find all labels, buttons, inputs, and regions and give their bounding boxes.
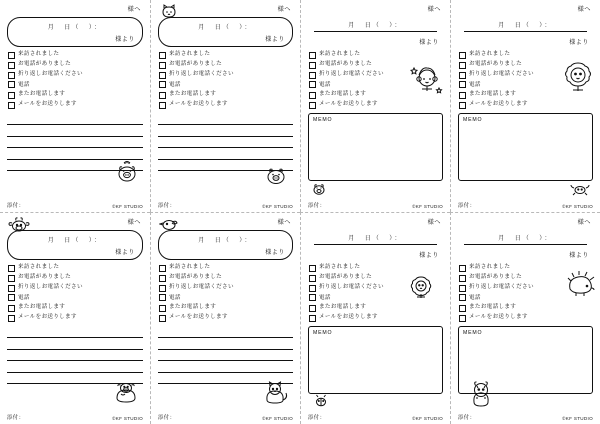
check-item	[8, 263, 143, 273]
checkbox[interactable]	[159, 92, 166, 99]
checkbox[interactable]	[309, 294, 316, 301]
check-label: 来訪されました	[319, 51, 361, 57]
checkbox[interactable]	[159, 285, 166, 292]
check-item	[459, 273, 593, 283]
checkbox[interactable]	[159, 72, 166, 79]
checkbox[interactable]	[459, 81, 466, 88]
checklist	[309, 263, 443, 323]
check-item	[159, 50, 293, 60]
check-label: またお電話します	[18, 303, 66, 310]
memo-card-3	[300, 0, 450, 212]
check-item	[8, 81, 143, 90]
memo-label: MEMO	[313, 329, 333, 336]
check-item	[8, 50, 143, 60]
check-item	[459, 90, 593, 100]
checklist	[8, 263, 143, 323]
checkbox[interactable]	[309, 62, 316, 69]
check-item	[8, 294, 143, 303]
card-footer	[158, 201, 293, 209]
check-label: 電話	[18, 81, 30, 88]
check-label: 折り返しお電話ください	[18, 71, 83, 78]
check-item	[309, 100, 443, 110]
check-label: 折り返しお電話ください	[319, 284, 384, 291]
checkbox[interactable]	[8, 52, 15, 59]
memo-area[interactable]	[308, 113, 443, 181]
check-item	[8, 303, 143, 313]
attach-label: 添付：	[158, 415, 176, 421]
check-label: 電話	[319, 81, 331, 88]
checkbox[interactable]	[159, 294, 166, 301]
check-item	[309, 283, 443, 293]
check-label: メールをお送りします	[319, 313, 378, 320]
check-label: お電話がありました	[169, 274, 223, 281]
credit-label: ©KF STUDIO	[412, 204, 443, 209]
check-item	[159, 294, 293, 303]
check-label: お電話がありました	[469, 61, 523, 68]
check-item	[159, 303, 293, 313]
card-footer	[458, 201, 593, 209]
check-label: またお電話します	[169, 90, 217, 97]
from-label: 様より	[419, 253, 439, 259]
checkbox[interactable]	[159, 275, 166, 282]
check-label: 電話	[319, 294, 331, 301]
check-item	[159, 100, 293, 110]
check-item	[159, 81, 293, 90]
checkbox[interactable]	[459, 265, 466, 272]
check-label: 電話	[18, 294, 30, 301]
check-item	[8, 60, 143, 70]
memo-card-2	[150, 0, 300, 212]
check-label: メールをお送りします	[18, 313, 77, 320]
date-box	[158, 230, 293, 260]
date-line[interactable]: 月 日（ ）：	[314, 233, 437, 245]
check-item	[8, 313, 143, 323]
to-label: 様へ	[277, 219, 291, 226]
check-item	[309, 263, 443, 273]
check-label: 来訪されました	[18, 264, 60, 270]
check-label: 折り返しお電話ください	[319, 71, 384, 78]
to-label: 様へ	[277, 6, 291, 13]
check-label: 電話	[169, 81, 181, 88]
attach-label: 添付：	[458, 203, 476, 209]
checkbox[interactable]	[8, 275, 15, 282]
date-line[interactable]: 月 日（ ）：	[464, 233, 587, 245]
crab-icon	[570, 182, 590, 196]
card-footer	[308, 413, 443, 421]
memo-card-8	[450, 212, 600, 424]
check-label: 電話	[169, 294, 181, 301]
memo-card-5	[0, 212, 150, 424]
checkbox[interactable]	[309, 275, 316, 282]
check-label: お電話がありました	[469, 274, 523, 281]
credit-label: ©KF STUDIO	[112, 204, 143, 209]
check-label: メールをお送りします	[319, 100, 378, 107]
check-item	[459, 60, 593, 70]
check-label: 来訪されました	[319, 264, 361, 270]
note-area[interactable]	[7, 114, 143, 166]
date-line[interactable]: 月 日（ ）：	[198, 238, 253, 244]
check-label: メールをお送りします	[169, 100, 228, 107]
check-label: メールをお送りします	[18, 100, 77, 107]
check-item	[309, 294, 443, 303]
checkbox[interactable]	[309, 52, 316, 59]
date-box	[458, 17, 593, 47]
check-label: 電話	[469, 294, 481, 301]
check-label: お電話がありました	[169, 61, 223, 68]
checklist	[309, 50, 443, 110]
check-item	[159, 273, 293, 283]
checkbox[interactable]	[309, 315, 316, 322]
to-label: 様へ	[427, 219, 441, 226]
note-area[interactable]	[7, 327, 143, 379]
checkbox[interactable]	[159, 62, 166, 69]
checkbox[interactable]	[309, 265, 316, 272]
date-line[interactable]: 月 日（ ）：	[47, 25, 103, 31]
check-item	[459, 81, 593, 90]
to-label: 様へ	[577, 6, 591, 13]
check-label: お電話がありました	[319, 274, 373, 281]
checkbox[interactable]	[459, 62, 466, 69]
to-label: 様へ	[577, 219, 591, 226]
check-label: 折り返しお電話ください	[169, 284, 234, 291]
check-item	[309, 303, 443, 313]
card-footer	[158, 413, 293, 421]
memo-label: MEMO	[463, 329, 483, 336]
credit-label: ©KF STUDIO	[262, 204, 293, 209]
check-label: 来訪されました	[469, 51, 511, 57]
memo-label: MEMO	[463, 116, 483, 123]
checkbox[interactable]	[159, 81, 166, 88]
date-line[interactable]: 月 日（ ）：	[198, 25, 253, 31]
from-label: 様より	[569, 253, 589, 259]
checkbox[interactable]	[8, 265, 15, 272]
check-item	[309, 81, 443, 90]
checkbox[interactable]	[8, 305, 15, 312]
attach-label: 添付：	[308, 415, 326, 421]
from-label: 様より	[419, 40, 439, 46]
checkbox[interactable]	[8, 62, 15, 69]
checkbox[interactable]	[309, 72, 316, 79]
credit-label: ©KF STUDIO	[562, 204, 593, 209]
to-label: 様へ	[127, 6, 141, 13]
to-label: 様へ	[127, 219, 141, 226]
checklist	[159, 50, 293, 110]
memo-area[interactable]	[308, 326, 443, 394]
checkbox[interactable]	[459, 52, 466, 59]
attach-label: 添付：	[458, 415, 476, 421]
memo-label: MEMO	[313, 116, 333, 123]
checkbox[interactable]	[8, 102, 15, 109]
checkbox[interactable]	[459, 102, 466, 109]
checkbox[interactable]	[459, 294, 466, 301]
checklist	[459, 263, 593, 323]
check-item	[459, 294, 593, 303]
card-footer	[308, 201, 443, 209]
memo-card-1	[0, 0, 150, 212]
card-footer	[7, 201, 143, 209]
check-label: またお電話します	[319, 303, 367, 310]
attach-label: 添付：	[7, 203, 25, 209]
check-item	[8, 70, 143, 80]
credit-label: ©KF STUDIO	[412, 416, 443, 421]
checkbox[interactable]	[159, 265, 166, 272]
check-item	[309, 60, 443, 70]
checklist	[159, 263, 293, 323]
checkbox[interactable]	[159, 305, 166, 312]
check-label: 電話	[469, 81, 481, 88]
check-item	[459, 50, 593, 60]
check-item	[159, 313, 293, 323]
check-label: 折り返しお電話ください	[469, 71, 534, 78]
date-box	[458, 230, 593, 260]
attach-label: 添付：	[308, 203, 326, 209]
checkbox[interactable]	[8, 285, 15, 292]
check-item	[309, 50, 443, 60]
check-label: お電話がありました	[18, 61, 72, 68]
memo-card-6	[150, 212, 300, 424]
check-label: またお電話します	[18, 90, 66, 97]
memo-area[interactable]	[458, 326, 593, 394]
check-label: 来訪されました	[169, 264, 211, 270]
date-box	[7, 230, 143, 260]
checklist	[459, 50, 593, 110]
memo-card-7	[300, 212, 450, 424]
checklist	[8, 50, 143, 110]
check-item	[459, 70, 593, 80]
date-box	[308, 230, 443, 260]
check-label: 来訪されました	[18, 51, 60, 57]
checkbox[interactable]	[159, 52, 166, 59]
date-line[interactable]: 月 日（ ）：	[464, 20, 587, 32]
check-label: お電話がありました	[18, 274, 72, 281]
from-label: 様より	[115, 37, 135, 43]
checkbox[interactable]	[159, 102, 166, 109]
check-item	[159, 60, 293, 70]
check-label: 折り返しお電話ください	[18, 284, 83, 291]
checkbox[interactable]	[459, 315, 466, 322]
checkbox[interactable]	[309, 285, 316, 292]
checkbox[interactable]	[309, 305, 316, 312]
check-label: 折り返しお電話ください	[469, 284, 534, 291]
checkbox[interactable]	[309, 92, 316, 99]
note-area[interactable]	[158, 327, 293, 379]
note-area[interactable]	[158, 114, 293, 166]
check-label: メールをお送りします	[469, 313, 528, 320]
pig-small-icon	[311, 182, 327, 196]
check-item	[8, 283, 143, 293]
check-item	[459, 263, 593, 273]
checkbox[interactable]	[8, 294, 15, 301]
checkbox[interactable]	[459, 72, 466, 79]
date-line[interactable]: 月 日（ ）：	[47, 238, 103, 244]
check-label: お電話がありました	[319, 61, 373, 68]
bug-icon	[313, 394, 329, 408]
checkbox[interactable]	[309, 102, 316, 109]
check-item	[8, 90, 143, 100]
from-label: 様より	[265, 250, 285, 256]
check-item	[309, 273, 443, 283]
checkbox[interactable]	[459, 285, 466, 292]
check-item	[159, 263, 293, 273]
check-item	[459, 100, 593, 110]
attach-label: 添付：	[7, 415, 25, 421]
from-label: 様より	[569, 40, 589, 46]
date-box	[158, 17, 293, 47]
check-label: またお電話します	[469, 90, 517, 97]
checkbox[interactable]	[159, 315, 166, 322]
date-box	[7, 17, 143, 47]
check-item	[459, 303, 593, 313]
checkbox[interactable]	[8, 92, 15, 99]
checkbox[interactable]	[8, 81, 15, 88]
checkbox[interactable]	[459, 275, 466, 282]
to-label: 様へ	[427, 6, 441, 13]
check-item	[159, 70, 293, 80]
checkbox[interactable]	[8, 315, 15, 322]
check-item	[159, 283, 293, 293]
checkbox[interactable]	[459, 305, 466, 312]
from-label: 様より	[115, 250, 135, 256]
checkbox[interactable]	[8, 72, 15, 79]
checkbox[interactable]	[459, 92, 466, 99]
credit-label: ©KF STUDIO	[262, 416, 293, 421]
check-item	[8, 273, 143, 283]
check-label: メールをお送りします	[469, 100, 528, 107]
check-label: またお電話します	[319, 90, 367, 97]
check-item	[8, 100, 143, 110]
check-label: またお電話します	[169, 303, 217, 310]
date-line[interactable]: 月 日（ ）：	[314, 20, 437, 32]
check-label: 折り返しお電話ください	[169, 71, 234, 78]
check-label: 来訪されました	[469, 264, 511, 270]
check-label: またお電話します	[469, 303, 517, 310]
credit-label: ©KF STUDIO	[562, 416, 593, 421]
check-item	[309, 313, 443, 323]
card-footer	[7, 413, 143, 421]
memo-card-4	[450, 0, 600, 212]
check-item	[309, 70, 443, 80]
checkbox[interactable]	[309, 81, 316, 88]
check-label: メールをお送りします	[169, 313, 228, 320]
check-label: 来訪されました	[169, 51, 211, 57]
from-label: 様より	[265, 37, 285, 43]
check-item	[309, 90, 443, 100]
check-item	[459, 283, 593, 293]
card-footer	[458, 413, 593, 421]
date-box	[308, 17, 443, 47]
check-item	[459, 313, 593, 323]
attach-label: 添付：	[158, 203, 176, 209]
check-item	[159, 90, 293, 100]
credit-label: ©KF STUDIO	[112, 416, 143, 421]
memo-area[interactable]	[458, 113, 593, 181]
